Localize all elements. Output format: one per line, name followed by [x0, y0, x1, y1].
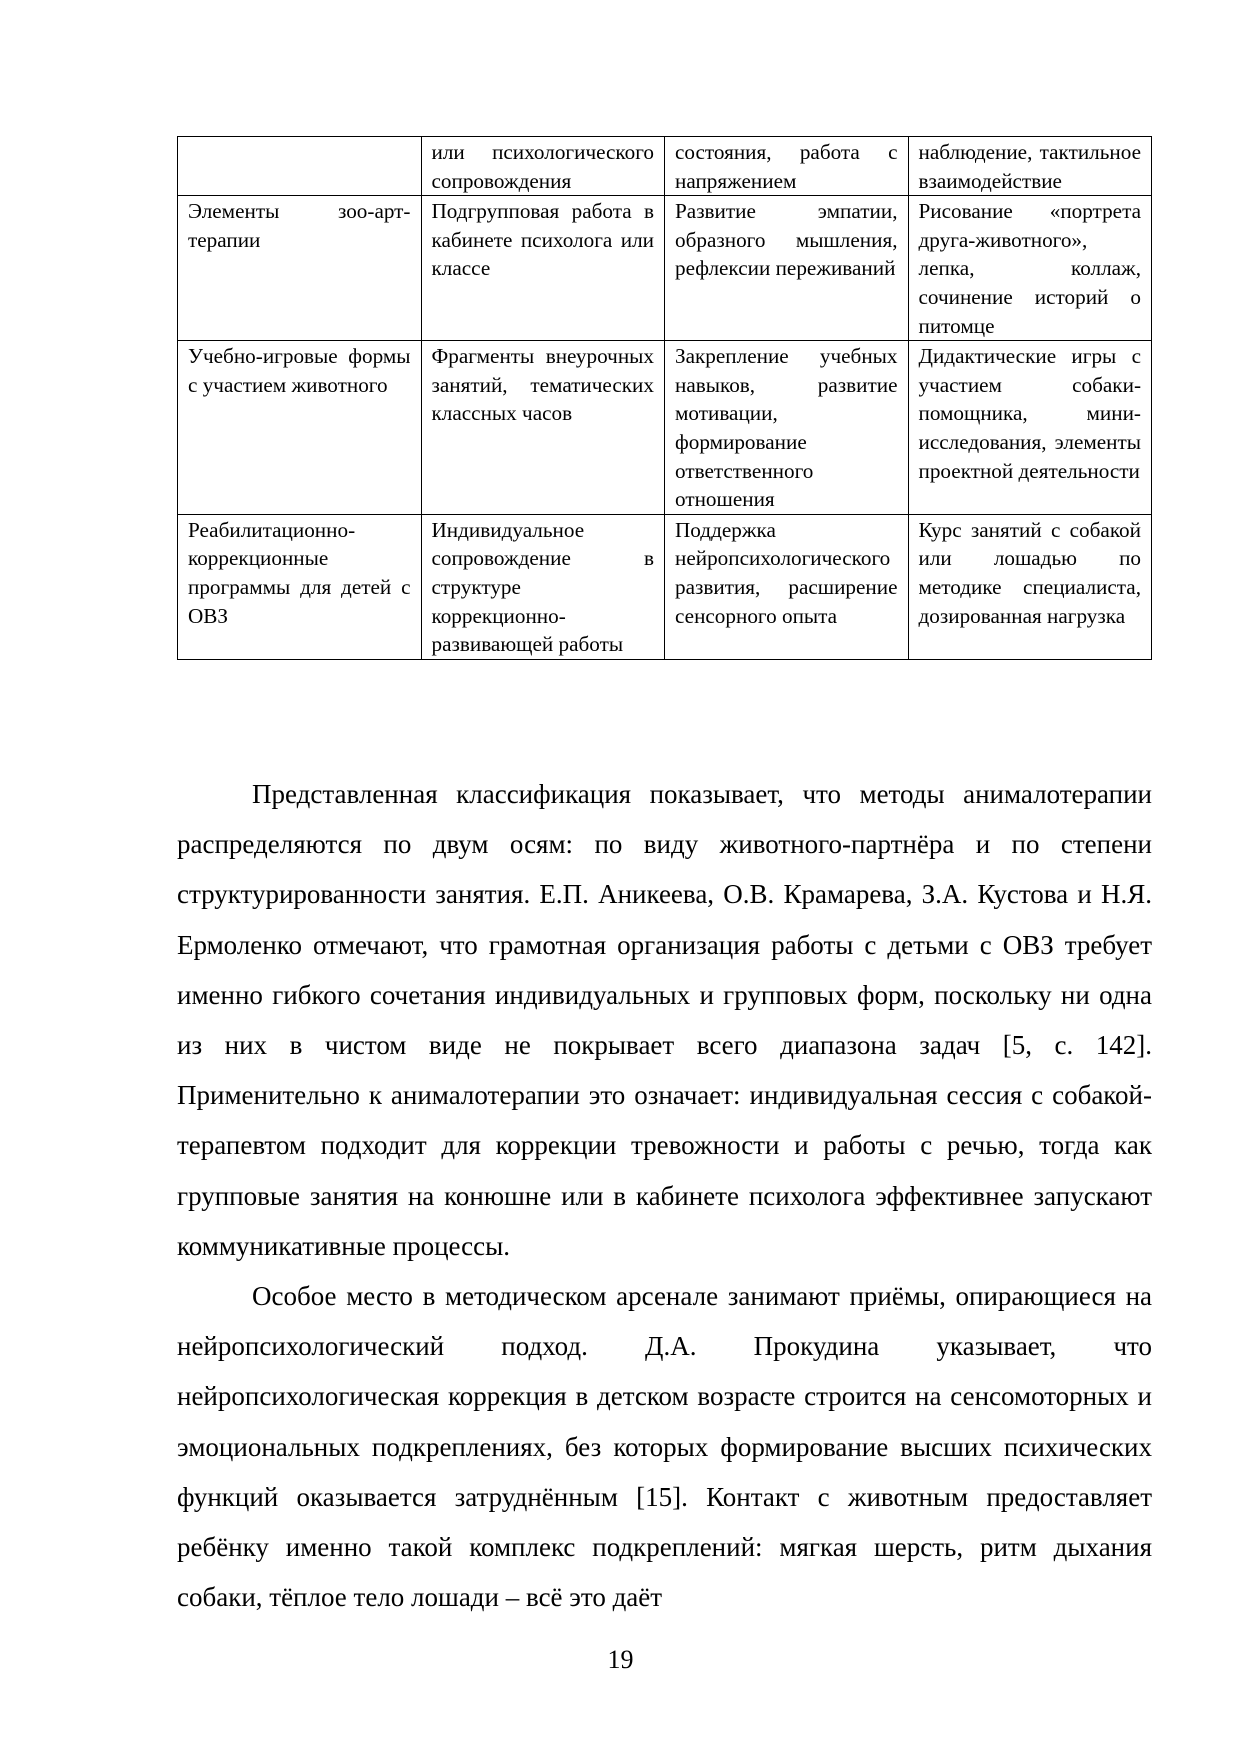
table-cell: Дидактические игры с участием собаки-помощника, мини-исследования, элементы проектной деятельности [908, 341, 1152, 515]
paragraph: Особое место в методическом арсенале занимают приёмы, опирающиеся на нейропсихологический подход. Д.А. Прокудина указывает, что нейропсихологическая коррекция в детском возрасте строится на сенсомоторных и эмоциональных подкреплениях, без которых формирование высших психических функций оказывается затруднённым [15]. Контакт с животным предоставляет ребёнку именно такой комплекс подкреплений: мягкая шерсть, ритм дыхания собаки, тёплое тело лошади – всё это даёт [177, 1281, 1152, 1613]
table-cell: Подгрупповая работа в кабинете психолога или классе [421, 196, 665, 341]
table-cell: или психологического сопровождения [421, 137, 665, 196]
table-cell: Фрагменты внеурочных занятий, тематических классных часов [421, 341, 665, 515]
table-cell: Учебно-игровые формы с участием животного [178, 341, 422, 515]
table-cell: наблюдение, тактильное взаимодействие [908, 137, 1152, 196]
paragraph: Представленная классификация показывает, что методы анималотерапии распределяются по двум осям: по виду животного-партнёра и по степени структурированности занятия. Е.П. Аникеева, О.В. Крамарева, З.А. Кустова и Н.Я. Ермоленко отмечают, что грамотная организация работы с детьми с ОВЗ требует именно гибкого сочетания индивидуальных и групповых форм, поскольку ни одна из них в чистом виде не покрывает всего диапазона задач [5, с. 142]. Применительно к анималотерапии это означает: индивидуальная сессия с собакой-терапевтом подходит для коррекции тревожности и работы с речью, тогда как групповые занятия на конюшне или в кабинете психолога эффективнее запускают коммуникативные процессы. [177, 779, 1152, 1261]
table-cell: Развитие эмпатии, образного мышления, рефлексии переживаний [665, 196, 909, 341]
table-cell: Реабилитационно-коррекционные программы для детей с ОВЗ [178, 514, 422, 659]
body-text [177, 769, 1152, 1622]
table-cell: состояния, работа с напряжением [665, 137, 909, 196]
methods-table-continued [177, 136, 1152, 660]
table-cell: Элементы зоо-арт-терапии [178, 196, 422, 341]
table-row [178, 341, 1152, 515]
table-cell: Индивидуальное сопровождение в структуре коррекционно-развивающей работы [421, 514, 665, 659]
table-row [178, 137, 1152, 196]
page-number: 19 [607, 1645, 634, 1674]
table-cell: Поддержка нейропсихологического развития, расширение сенсорного опыта [665, 514, 909, 659]
table-cell: Рисование «портрета друга-животного», лепка, коллаж, сочинение историй о питомце [908, 196, 1152, 341]
table-row [178, 514, 1152, 659]
methods-table [177, 136, 1152, 660]
table-row [178, 196, 1152, 341]
table-cell: Закрепление учебных навыков, развитие мотивации, формирование ответственного отношения [665, 341, 909, 515]
table-cell: Курс занятий с собакой или лошадью по методике специалиста, дозированная нагрузка [908, 514, 1152, 659]
table-cell [178, 137, 422, 196]
